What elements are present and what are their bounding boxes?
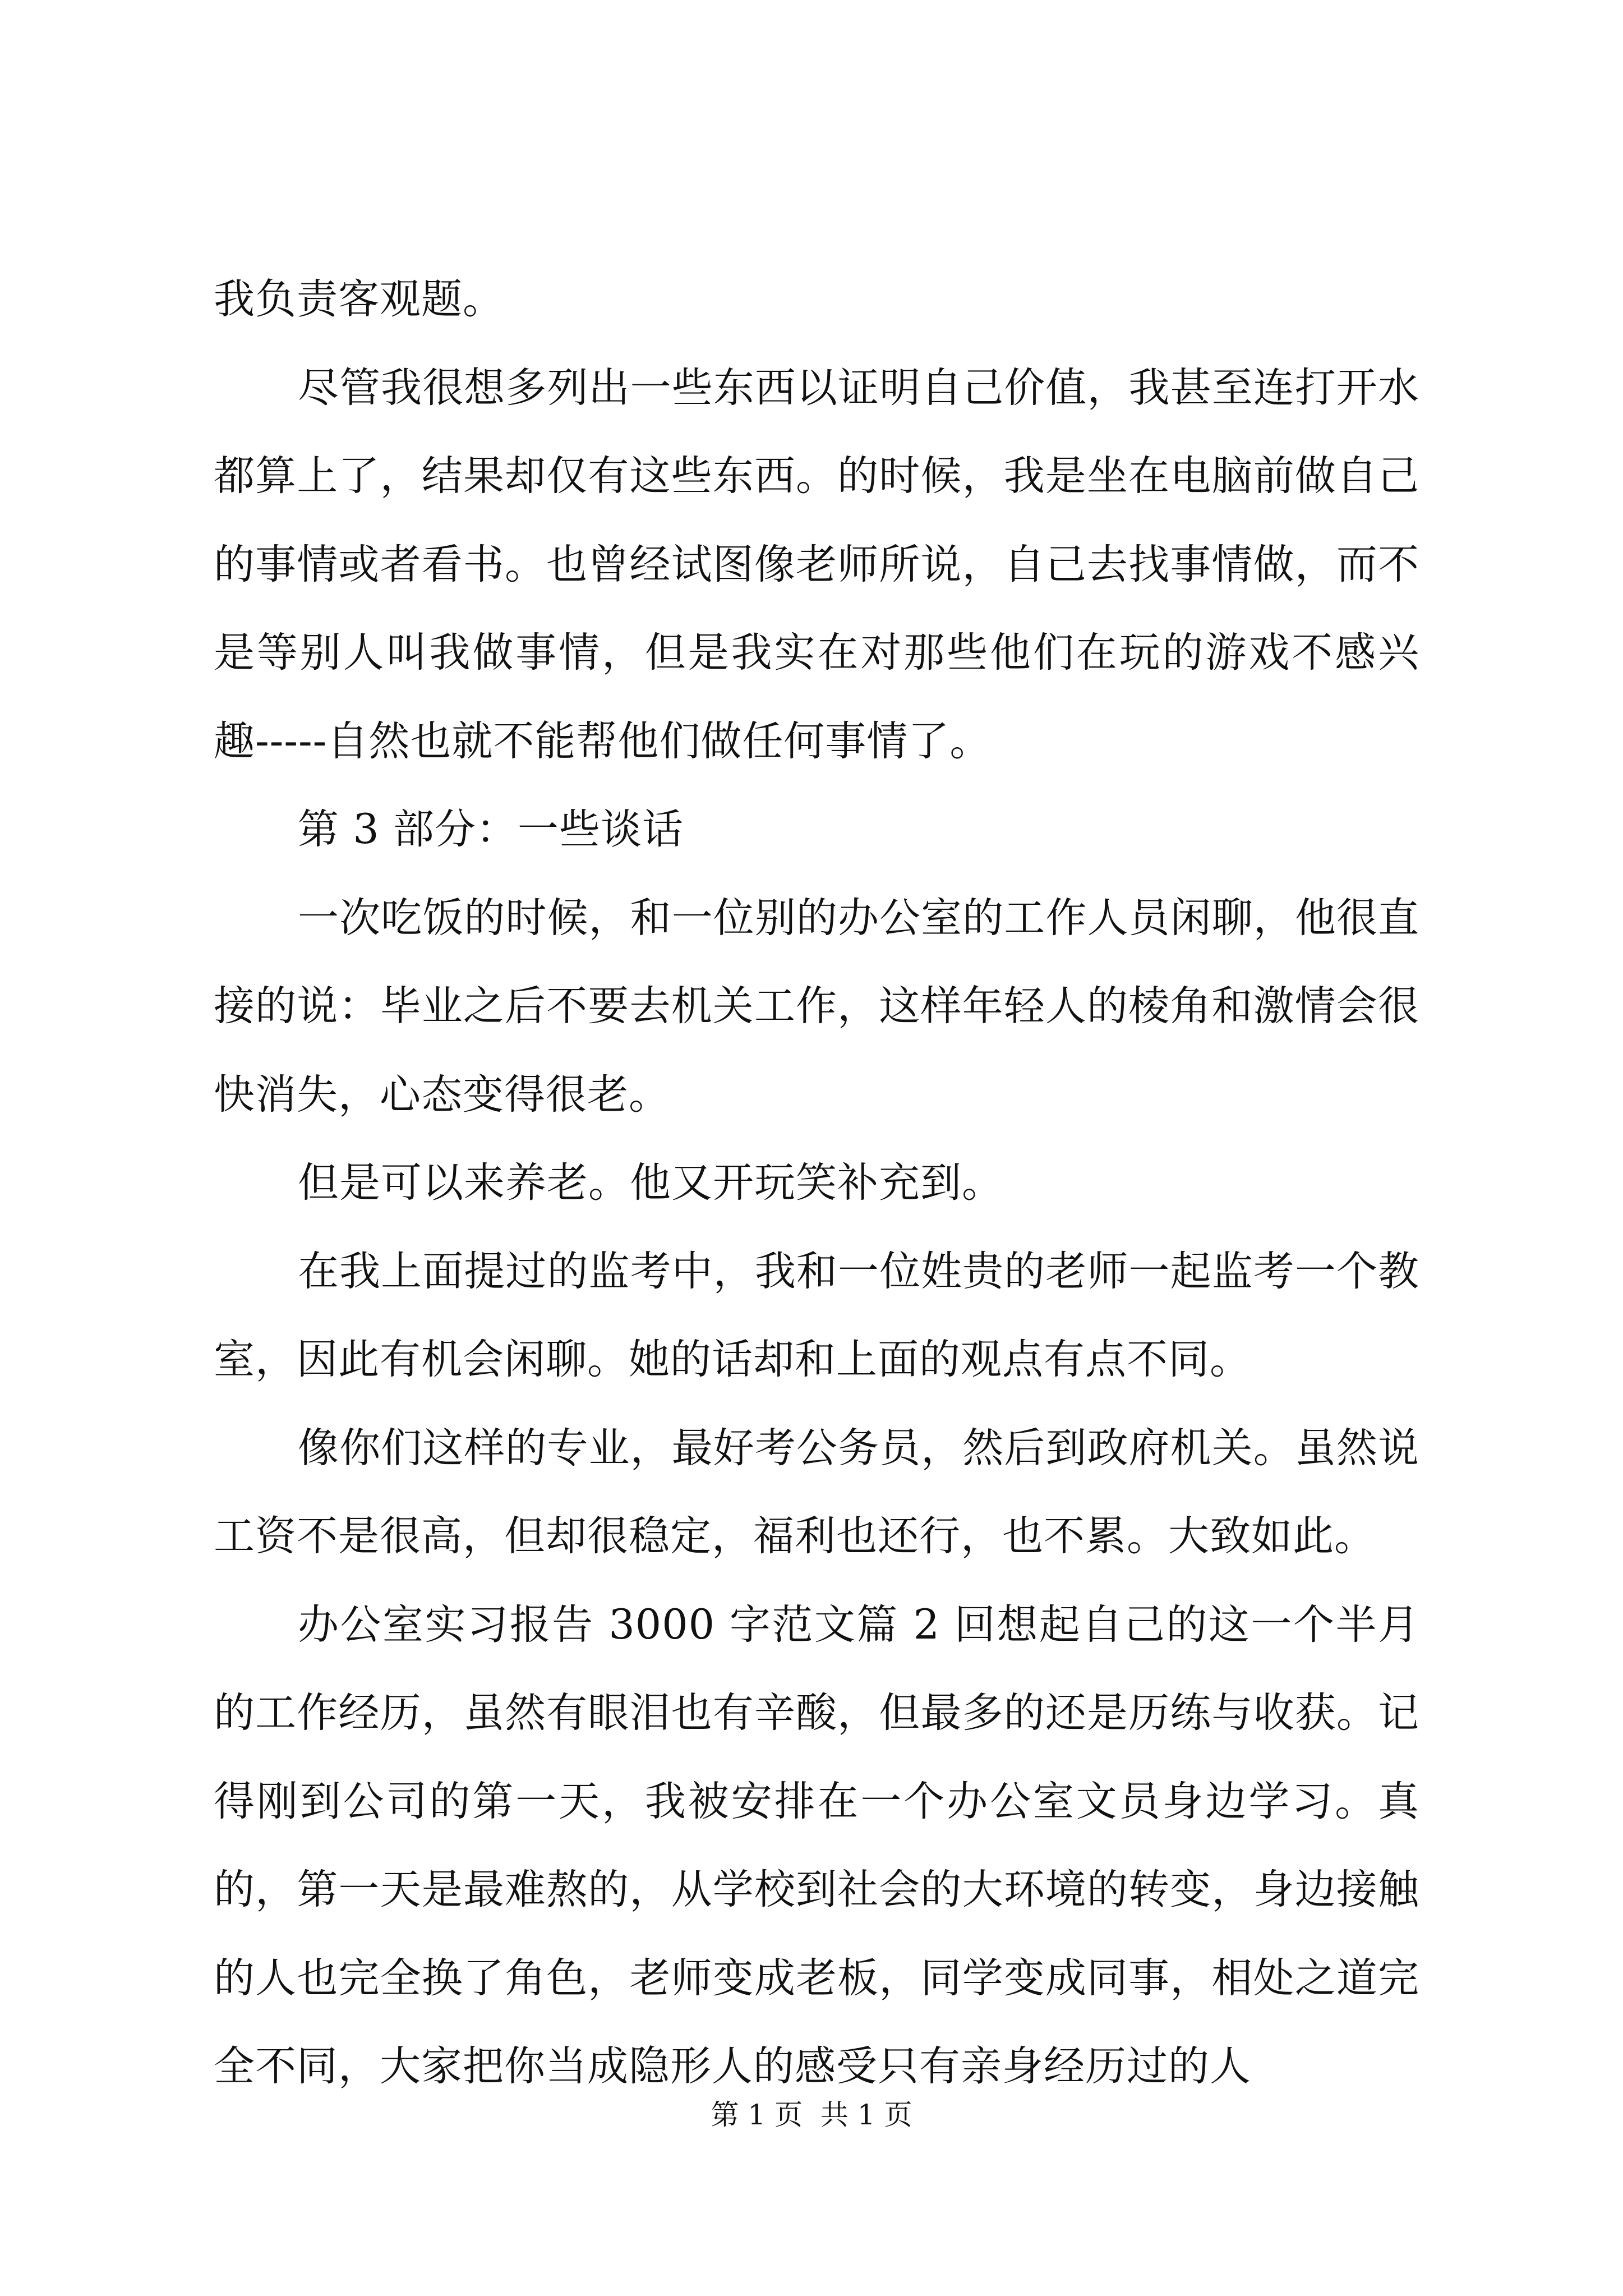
paragraph-2: 尽管我很想多列出一些东西以证明自己价值，我甚至连打开水都算上了，结果却仅有这些东西。的时候，我是坐在电脑前做自己的事情或者看书。也曾经试图像老师所说，自己去找事情做，而不是等别人叫我做事情，但是我实在对那些他们在玩的游戏不感兴趣-----自然也就不能帮他们做任何事情了。: [214, 364, 1419, 765]
page-number: 第 1 页 共 1 页: [711, 2099, 912, 2131]
paragraph-3: 一次吃饭的时候，和一位别的办公室的工作人员闲聊，他很直接的说：毕业之后不要去机关工作，这样年轻人的棱角和激情会很快消失，心态变得很老。: [214, 894, 1419, 1119]
paragraph-4: 但是可以来养老。他又开玩笑补充到。: [298, 1159, 1003, 1207]
paragraph-1: 我负责客观题。: [214, 275, 504, 323]
paragraph-7: 办公室实习报告 3000 字范文篇 2 回想起自己的这一个半月的工作经历，虽然有眼泪也有辛酸，但最多的还是历练与收获。记得刚到公司的第一天，我被安排在一个办公室文员身边学习。真的，第一天是最难熬的，从学校到社会的大环境的转变，身边接触的人也完全换了角色，老师变成老板，同学变成同事，相处之道完全不同，大家把你当成隐形人的感受只有亲身经历过的人: [214, 1600, 1419, 2090]
paragraph-6: 像你们这样的专业，最好考公务员，然后到政府机关。虽然说工资不是很高，但却很稳定，福利也还行，也不累。大致如此。: [214, 1424, 1419, 1560]
paragraph-5: 在我上面提过的监考中，我和一位姓贵的老师一起监考一个教室，因此有机会闲聊。她的话却和上面的观点有点不同。: [214, 1247, 1419, 1383]
document-body: [214, 255, 1419, 2111]
page-footer: [0, 2095, 1623, 2134]
section-heading: 第 3 部分：一些谈话: [298, 806, 684, 853]
